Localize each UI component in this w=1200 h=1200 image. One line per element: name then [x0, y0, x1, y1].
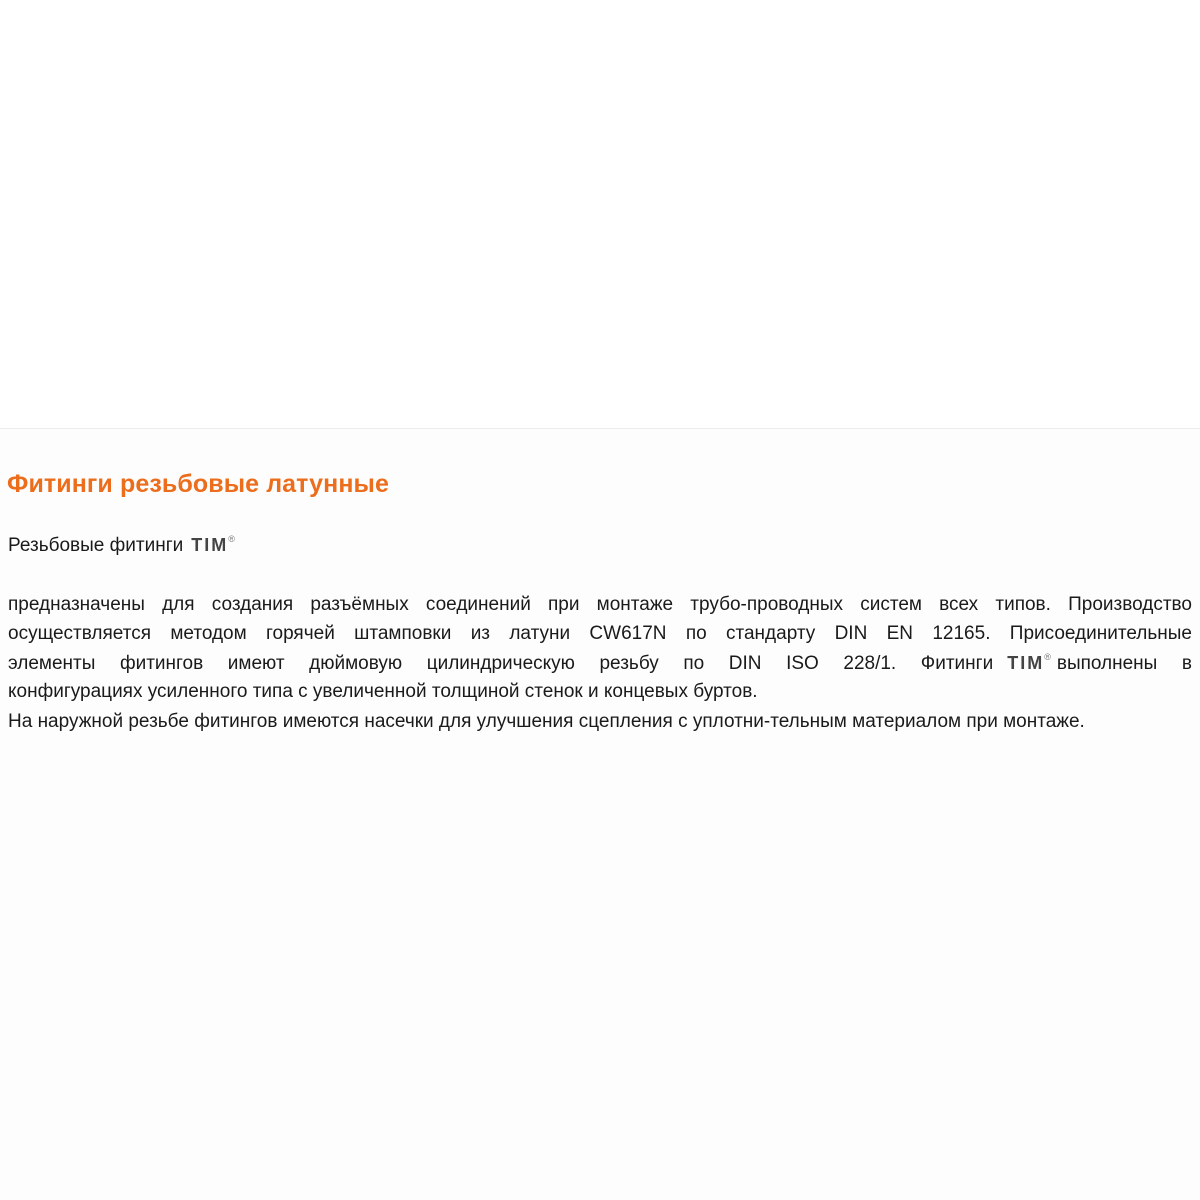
description-line-3	[8, 652, 1192, 677]
description-line-2: осуществляется методом горячей штамповки из латуни CW617N по стандарту DIN EN 12165. Присоединительные	[8, 623, 1192, 644]
page-title: Фитинги резьбовые латунные	[7, 470, 390, 498]
subtitle-text: Резьбовые фитинги	[8, 535, 184, 556]
registered-mark-inline: ®	[1044, 652, 1051, 662]
subtitle	[8, 535, 235, 557]
description-line-1: предназначены для создания разъёмных соединений при монтаже трубо-проводных систем всех типов. Производство	[8, 594, 1192, 615]
description-line-3-end: выполнены в	[1056, 653, 1192, 674]
description-line-3-start: элементы фитингов имеют дюймовую цилиндрическую резьбу по DIN ISO 228/1. Фитинги	[8, 653, 994, 674]
description-line-5: На наружной резьбе фитингов имеются насечки для улучшения сцепления с уплотни-тельным материалом при монтаже.	[8, 711, 1085, 732]
brand-logo-text: TIM	[191, 535, 229, 555]
brand-logo-inline-text: TIM	[1007, 653, 1045, 673]
brand-logo-tim	[191, 535, 235, 555]
brand-logo-tim-inline	[1007, 653, 1051, 673]
registered-mark: ®	[228, 534, 235, 544]
top-blank-area	[0, 0, 1200, 428]
description-line-4: конфигурациях усиленного типа с увеличенной толщиной стенок и концевых буртов.	[8, 681, 758, 702]
